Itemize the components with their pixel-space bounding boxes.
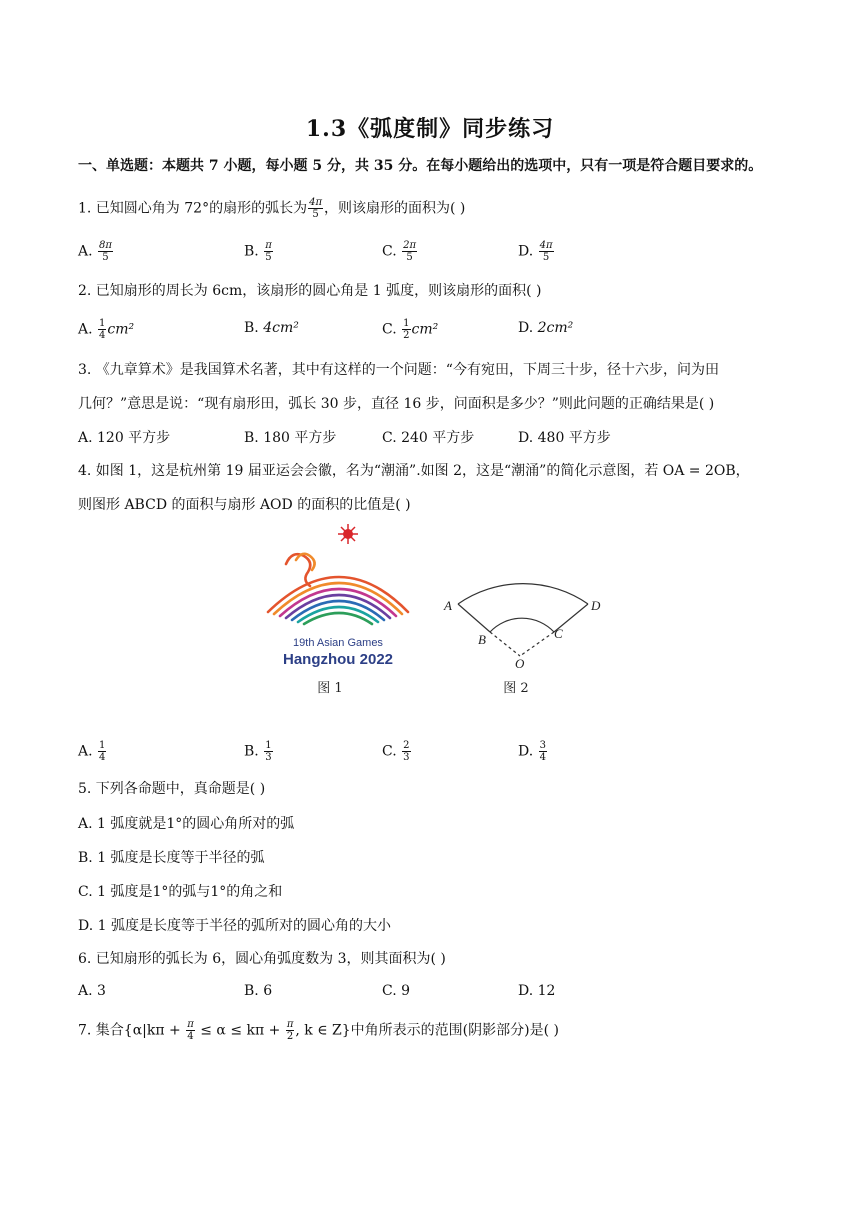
q3-option-b[interactable]: B. 180 平方步	[244, 430, 337, 446]
segment-co	[520, 632, 554, 656]
q2-option-c[interactable]	[382, 318, 438, 341]
question-7	[78, 1019, 559, 1042]
q7-text-b: ≤ α ≤ kπ +	[195, 1022, 285, 1039]
option-den: 5	[542, 252, 550, 263]
q7-frac1-num: π	[187, 1019, 194, 1030]
point-label-a: A	[444, 598, 452, 613]
q2-option-d[interactable]	[518, 320, 573, 336]
point-label-c: C	[554, 626, 563, 641]
logo-sun-icon	[338, 524, 358, 544]
page-title: 1.3《弧度制》同步练习	[305, 116, 555, 142]
figure-block	[250, 520, 620, 710]
q3-option-d[interactable]: D. 480 平方步	[518, 430, 611, 446]
option-num: 1	[265, 740, 272, 751]
question-5: 5. 下列各命题中，真命题是( )	[78, 781, 266, 797]
option-label: B.	[244, 243, 259, 260]
segment-ab	[458, 604, 490, 632]
q3-option-c[interactable]: C. 240 平方步	[382, 430, 475, 446]
q7-frac2-num: π	[286, 1019, 294, 1030]
q4-option-a[interactable]	[78, 740, 107, 763]
option-den: 3	[265, 752, 272, 763]
question-1	[78, 197, 465, 220]
q6-option-b[interactable]: B. 6	[244, 983, 273, 999]
q1-frac-num: 4π	[309, 197, 323, 208]
q1-option-b[interactable]	[244, 240, 274, 263]
q1-fraction	[308, 197, 323, 220]
q7-frac2-den: 2	[286, 1031, 294, 1042]
logo-text-line-2: Hangzhou 2022	[282, 651, 394, 668]
q1-option-a[interactable]	[78, 240, 114, 263]
option-den: 5	[406, 252, 413, 263]
outer-arc	[458, 584, 588, 604]
figure-2-caption: 图 2	[503, 681, 529, 696]
option-unit: cm²	[107, 321, 135, 338]
option-label: D.	[518, 743, 534, 760]
q1-option-c[interactable]	[382, 240, 418, 263]
option-num: 3	[539, 740, 547, 751]
option-label: C.	[382, 743, 397, 760]
option-den: 4	[99, 752, 106, 763]
option-num: 1	[403, 318, 410, 329]
option-num: 1	[99, 740, 106, 751]
option-num: π	[265, 240, 272, 251]
inner-arc	[490, 618, 554, 632]
option-num: 8π	[99, 240, 112, 251]
q5-option-b[interactable]: B. 1 弧度是长度等于半径的弧	[78, 850, 265, 866]
q7-text-a: 7. 集合{α|kπ +	[78, 1022, 186, 1039]
q1-frac-den: 5	[312, 209, 319, 220]
question-4-line-2: 则图形 ABCD 的面积与扇形 AOD 的面积的比值是( )	[78, 497, 411, 513]
q5-option-a[interactable]: A. 1 弧度就是1°的圆心角所对的弧	[78, 816, 295, 832]
q2-option-a[interactable]	[78, 318, 134, 341]
q2-option-b[interactable]	[244, 320, 299, 336]
point-label-b: B	[478, 632, 486, 647]
q1-text-a: 1. 已知圆心角为 72°的扇形的弧长为	[78, 200, 308, 217]
option-den: 2	[403, 330, 410, 341]
option-num: 2π	[403, 240, 417, 251]
section-heading: 一、单选题：本题共 7 小题，每小题 5 分，共 35 分。在每小题给出的选项中，只有一项是符合题目要求的。	[78, 158, 763, 174]
q5-option-c[interactable]: C. 1 弧度是1°的弧与1°的角之和	[78, 884, 283, 900]
option-label: C.	[382, 321, 397, 338]
figure-1-caption: 图 1	[317, 681, 343, 696]
option-value: 4cm²	[263, 320, 299, 336]
option-label: D.	[518, 320, 534, 336]
wave-arcs-icon	[268, 554, 408, 624]
option-num: 4π	[539, 240, 553, 251]
option-den: 4	[99, 330, 106, 341]
option-label: B.	[244, 320, 259, 336]
q7-frac1-den: 4	[187, 1031, 194, 1042]
q4-option-d[interactable]	[518, 740, 548, 763]
option-label: A.	[78, 243, 93, 260]
option-den: 4	[539, 752, 547, 763]
segment-bo	[490, 632, 520, 656]
q4-option-b[interactable]	[244, 740, 274, 763]
option-den: 5	[102, 252, 109, 263]
option-label: A.	[78, 743, 93, 760]
question-4-line-1: 4. 如图 1，这是杭州第 19 届亚运会会徽，名为“潮涌”.如图 2，这是“潮涌”的简化示意图，若 OA = 2OB，	[78, 463, 750, 479]
q4-option-c[interactable]	[382, 740, 412, 763]
q1-option-d[interactable]	[518, 240, 555, 263]
option-den: 5	[265, 252, 272, 263]
question-2: 2. 已知扇形的周长为 6cm，该扇形的圆心角是 1 弧度，则该扇形的面积( )	[78, 283, 542, 299]
option-label: D.	[518, 243, 534, 260]
q5-option-d[interactable]: D. 1 弧度是长度等于半径的弧所对的圆心角的大小	[78, 918, 391, 934]
sector-diagram	[443, 584, 601, 696]
point-label-d: D	[591, 598, 601, 613]
option-num: 1	[99, 318, 106, 329]
question-6: 6. 已知扇形的弧长为 6，圆心角弧度数为 3，则其面积为( )	[78, 951, 446, 967]
q1-text-b: ，则该扇形的面积为( )	[324, 200, 466, 217]
option-den: 3	[403, 752, 410, 763]
option-unit: cm²	[411, 321, 439, 338]
option-label: A.	[78, 321, 93, 338]
q6-option-a[interactable]: A. 3	[78, 983, 106, 999]
q6-option-d[interactable]: D. 12	[518, 983, 556, 999]
point-label-o: O	[515, 656, 525, 671]
q3-option-a[interactable]: A. 120 平方步	[78, 430, 171, 446]
figures-svg	[250, 520, 620, 710]
option-label: B.	[244, 743, 259, 760]
option-value: 2cm²	[537, 320, 574, 336]
q7-text-c: , k ∈ Z}中角所表示的范围(阴影部分)是( )	[295, 1022, 559, 1039]
asian-games-logo	[268, 524, 408, 696]
logo-text-line-1: 19th Asian Games	[293, 637, 383, 649]
option-num: 2	[403, 740, 410, 751]
question-3-line-1: 3. 《九章算术》是我国算术名著，其中有这样的一个问题：“今有宛田，下周三十步，径十六步，问为田	[78, 362, 719, 378]
question-3-line-2: 几何？”意思是说：“现有扇形田，弧长 30 步，直径 16 步，问面积是多少？”则此问题的正确结果是( )	[78, 396, 715, 412]
q6-option-c[interactable]: C. 9	[382, 983, 411, 999]
option-label: C.	[382, 243, 397, 260]
